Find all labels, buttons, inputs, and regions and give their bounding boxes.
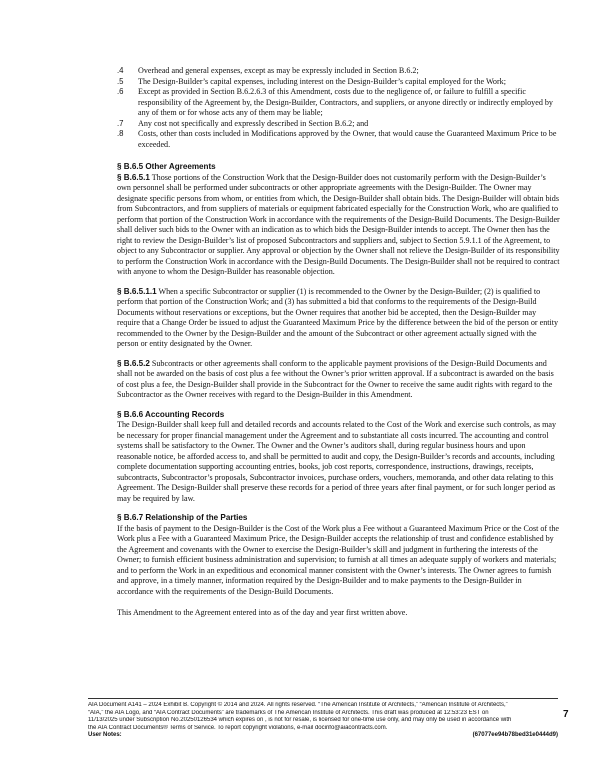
section-heading-accounting-records: § B.6.6 Accounting Records xyxy=(117,409,225,419)
list-item xyxy=(117,119,560,130)
item-number: .4 xyxy=(117,66,124,75)
item-text: Except as provided in Section B.6.2.6.3 of this Amendment, costs due to the negligence of, or failure to fulfill a specific responsibility of the Agreement by, the Design-Builder, Contractors, and suppliers, or anyone directly or indirectly employed by any of them or for whose acts any of them may be liable; xyxy=(138,87,553,117)
item-text: Any cost not specifically and expressly described in Section B.6.2; and xyxy=(138,118,369,128)
paragraph-text: Those portions of the Construction Work that the Design-Builder does not customarily perform with the Design-Builder’s own personnel shall be performed under subcontracts or other appropriate agreements with the Design-Builder. The Owner may designate specific persons from whom, or entities from which, the Design-Builder shall obtain bids. The Design-Builder will obtain bids from Subcontractors, and from suppliers of materials or equipment fabricated especially for the Construction Work, who are qualified to perform that portion of the Construction Work in accordance with the requirements of the Design-Build Documents. The Design-Builder shall deliver such bids to the Owner with an indication as to which bids the Design-Builder intends to accept. The Owner then has the right to review the Design-Builder’s list of proposed Subcontractors and suppliers and, subject to Section 5.9.1.1 of the Agreement, to object to any Subcontractor or supplier. Any approval or objection by the Owner shall not relieve the Design-Builder of its responsibility to perform the Construction Work in accordance with the Design-Build Documents. The Design-Builder shall not be required to contract with anyone to whom the Design-Builder has reasonable objection. xyxy=(117,172,560,276)
list-item xyxy=(117,77,560,88)
copyright-footer xyxy=(88,698,558,740)
section-heading-relationship-of-parties: § B.6.7 Relationship of the Parties xyxy=(117,513,248,522)
item-text: Costs, other than costs included in Modifications approved by the Owner, that would cause the Guaranteed Maximum Price to be exceeded. xyxy=(138,129,557,149)
footer-line: AIA Document A141 – 2024 Exhibit B. Copyright © 2014 and 2024. All rights reserved. “The American Institute of Architects,” “American Institute of Architects,” xyxy=(88,702,508,708)
item-text: The Design-Builder’s capital expenses, including interest on the Design-Builder’s capital employed for the Work; xyxy=(138,76,506,86)
item-text: Overhead and general expenses, except as may be expressly included in Section B.6.2; xyxy=(138,66,419,75)
document-body xyxy=(117,66,560,628)
section-heading-other-agreements: § B.6.5 Other Agreements xyxy=(117,162,216,171)
user-notes-row xyxy=(88,732,558,740)
item-number: .8 xyxy=(117,129,124,138)
section-ref: § B.6.5.1.1 xyxy=(117,286,157,296)
paragraph-text: Subcontracts or other agreements shall conform to the applicable payment provisions of the Design-Build Documents and shall not be awarded on the basis of cost plus a fee without the Owner’s prior written approval. If a subcontract is awarded on the basis of cost plus a fee, the Design-Builder shall provide in the Subcontract for the Owner to receive the same audit rights with regard to the Subcontractor as the Owner receives with regard to the Design-Builder in this Amendment. xyxy=(117,358,554,399)
footer-line: “AIA,” the AIA Logo, and “AIA Contract Documents” are trademarks of The American Institute of Architects. This draft was produced at 12:53:23 EST on xyxy=(88,709,489,716)
paragraph-text: When a specific Subcontractor or supplier (1) is recommended to the Owner by the Design-Builder; (2) is qualified to perform that portion of the Construction Work; and (3) has submitted a bid that conforms to the requirements of the Design-Build Documents without reservations or exceptions, but the Owner requires that another bid be accepted, then the Design-Builder may require that a Change Order be issued to adjust the Guaranteed Maximum Price by the difference between the bid of the person or entity recommended to the Owner by the Design-Builder and the amount of the Subcontract or other agreement actually signed with the person or entity designated by the Owner. xyxy=(117,286,559,348)
page-number: 7 xyxy=(563,709,569,720)
section-ref: § B.6.5.2 xyxy=(117,358,150,368)
document-id: (67077ee94b78bed31e0444d9) xyxy=(472,732,558,739)
closing-statement: This Amendment to the Agreement entered into as of the day and year first written above. xyxy=(117,608,408,617)
user-notes-label: User Notes: xyxy=(88,732,122,739)
paragraph-b652 xyxy=(117,359,560,401)
paragraph-b67: If the basis of payment to the Design-Builder is the Cost of the Work plus a Fee without a Guaranteed Maximum Price or the Cost of the Work plus a Fee with a Guaranteed Maximum Price, the Design-Builder accepts the relationship of trust and confidence established by the Agreement and covenants with the Owner to exercise the Design-Builder’s skill and judgment in furthering the interests of the Owner; to furnish efficient business administration and supervision; to furnish at all times an adequate supply of workers and materials; and to perform the Work in an expeditious and economical manner consistent with the Owner’s interests. The Owner agrees to furnish and approve, in a timely manner, information required by the Design-Builder and to make payments to the Design-Builder in accordance with the requirements of the Design-Build Documents. xyxy=(117,523,560,596)
section-ref: § B.6.5.1 xyxy=(117,172,150,182)
paragraph-b651 xyxy=(117,173,560,278)
item-number: .7 xyxy=(117,118,124,128)
list-item xyxy=(117,66,560,77)
paragraph-b66: The Design-Builder shall keep full and detailed records and accounts related to the Cost of the Work and exercise such controls, as may be necessary for proper financial management under the Agreement and to substantiate all costs incurred. The accounting and control systems shall be satisfactory to the Owner. The Owner and the Owner’s auditors shall, during regular business hours and upon reasonable notice, be afforded access to, and shall be permitted to audit and copy, the Design-Builder’s records and accounts, including complete documentation supporting accounting entries, books, job cost reports, correspondence, instructions, drawings, receipts, subcontracts, Subcontractor’s proposals, Subcontractor invoices, purchase orders, vouchers, memoranda, and other data relating to this Agreement. The Design-Builder shall preserve these records for a period of three years after final payment, or for such longer period as may be required by law. xyxy=(117,420,557,503)
paragraph-b6511 xyxy=(117,287,560,350)
exclusion-list xyxy=(117,66,560,150)
item-number: .6 xyxy=(117,87,124,96)
list-item xyxy=(117,129,560,150)
item-number: .5 xyxy=(117,76,124,86)
footer-line: 11/13/2025 under Subscription No.20250126534 which expires on , is not for resale, is licensed for one-time use only, and may only be used in accordance with xyxy=(88,717,512,724)
list-item xyxy=(117,87,560,119)
footer-line: the AIA Contract Documents® Terms of Service. To report copyright violations, e-mail docinfo@aiacontracts.com. xyxy=(88,724,388,731)
